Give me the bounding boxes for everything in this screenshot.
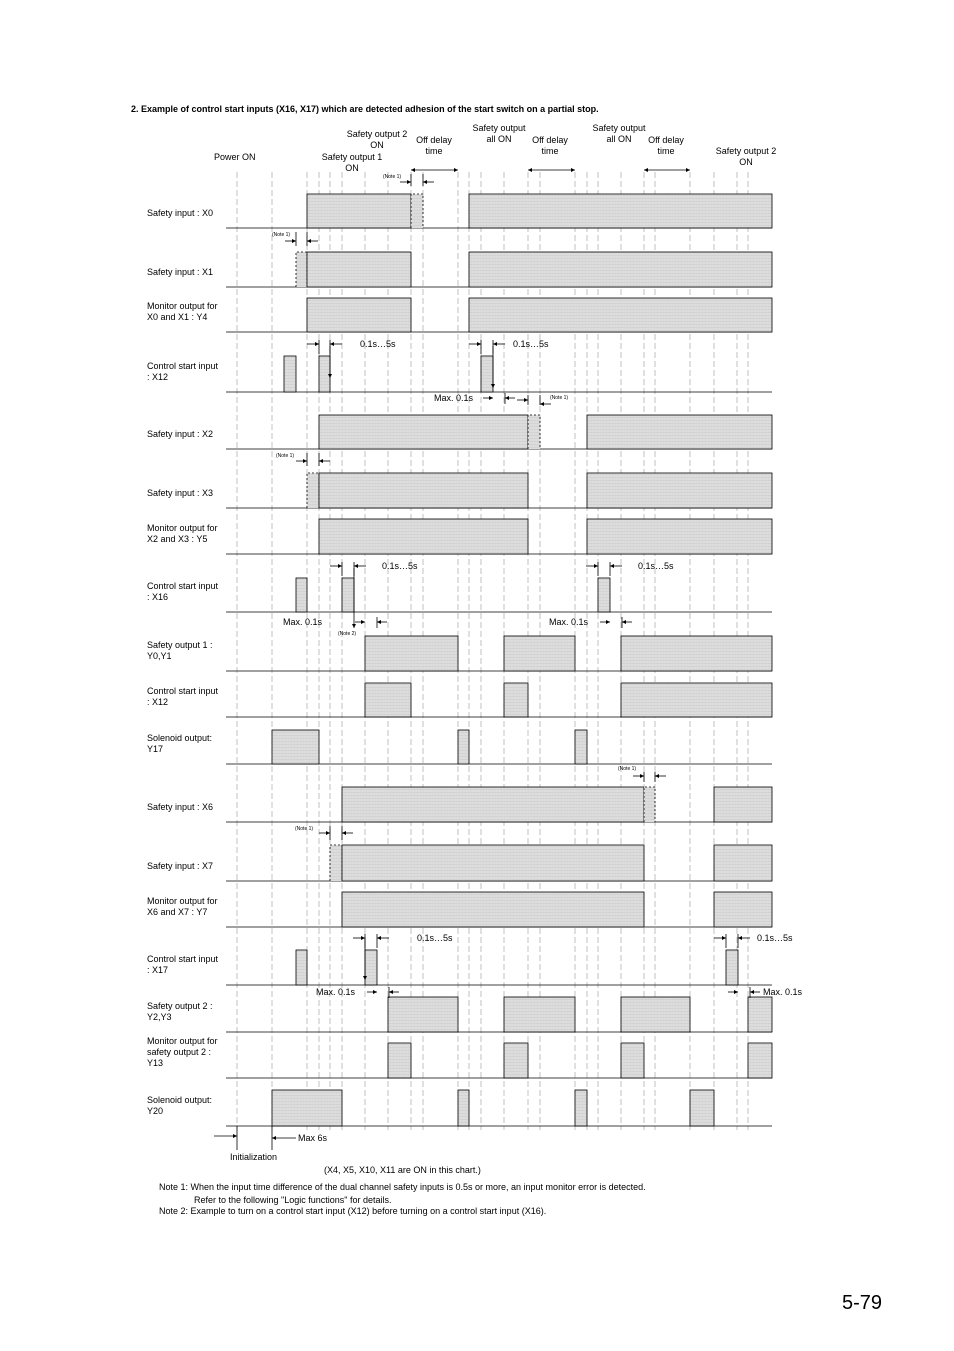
signal-label: : X12 xyxy=(147,372,169,382)
range-label: 0.1s…5s xyxy=(360,339,396,349)
note1-label: (Note 1) xyxy=(383,174,402,180)
signal-pulse xyxy=(748,1043,772,1078)
signal-label: Safety input : X1 xyxy=(147,267,214,277)
signal-row xyxy=(147,1036,772,1078)
signal-row xyxy=(147,683,772,717)
heading: 2. Example of control start inputs (X16, X17) which are detected adhesion of the start switch on a partial stop. xyxy=(131,104,599,114)
footer-note2: Note 2: Example to turn on a control start input (X12) before turning on a control start input (X16). xyxy=(159,1206,547,1216)
signal-pulse xyxy=(307,298,411,332)
signal-pulse xyxy=(481,356,493,392)
signal-pulse xyxy=(284,356,296,392)
max6-label: Max 6s xyxy=(298,1133,328,1143)
signal-pulse xyxy=(575,1090,587,1126)
signal-label: Control start input xyxy=(147,954,219,964)
signal-pulse xyxy=(714,787,772,822)
signal-pulse-lead xyxy=(528,415,540,449)
signal-pulse xyxy=(714,845,772,881)
signal-label: X6 and X7 : Y7 xyxy=(147,907,208,917)
max-label: Max. 0.1s xyxy=(549,617,589,627)
signal-pulse xyxy=(748,997,772,1032)
label-so-all-on-2: Safety output all ON xyxy=(592,123,646,144)
signal-pulse xyxy=(621,1043,644,1078)
signal-label: : X16 xyxy=(147,592,169,602)
signal-pulse xyxy=(319,473,528,508)
signal-pulse xyxy=(272,730,319,764)
footer-on-note: (X4, X5, X10, X11 are ON in this chart.) xyxy=(324,1165,481,1175)
signal-label: Safety input : X0 xyxy=(147,208,214,218)
signal-pulse xyxy=(296,578,307,612)
range-label: 0.1s…5s xyxy=(513,339,549,349)
signal-row xyxy=(147,356,772,392)
signal-pulse xyxy=(319,519,528,554)
signal-row xyxy=(147,415,772,449)
signal-label: Control start input xyxy=(147,686,219,696)
signal-label: Solenoid output: xyxy=(147,1095,213,1105)
signal-label: Safety input : X3 xyxy=(147,488,214,498)
range-label: 0.1s…5s xyxy=(382,561,418,571)
signal-pulse xyxy=(458,1090,469,1126)
signal-row xyxy=(147,1090,772,1126)
signal-pulse xyxy=(365,683,411,717)
label-power-on: Power ON xyxy=(214,152,256,162)
note1-label: (Note 1) xyxy=(272,232,291,238)
signal-label: Safety output 1 : xyxy=(147,640,213,650)
signal-label: : X17 xyxy=(147,965,169,975)
signal-pulse xyxy=(504,1043,528,1078)
signal-pulse xyxy=(458,730,469,764)
signal-pulse xyxy=(621,683,772,717)
signal-row xyxy=(147,519,772,554)
note2-label: (Note 2) xyxy=(338,631,357,637)
label-so2-on-end: Safety output 2 ON xyxy=(715,146,777,167)
signal-pulse xyxy=(365,950,377,985)
signal-row xyxy=(147,787,772,822)
signal-pulse xyxy=(575,730,587,764)
signal-pulse xyxy=(469,298,772,332)
signal-label: Safety input : X6 xyxy=(147,802,214,812)
signal-pulse-lead xyxy=(644,787,655,822)
signal-row xyxy=(147,950,772,985)
signal-label: Y0,Y1 xyxy=(147,651,172,661)
signal-label: Monitor output for xyxy=(147,896,218,906)
signal-label: Y13 xyxy=(147,1058,164,1068)
footer-note1-line1: Note 1: When the input time difference of the dual channel safety inputs is 0.5s or more, an input monitor error is detected. xyxy=(159,1182,646,1192)
signal-label: Monitor output for xyxy=(147,301,218,311)
label-so1-on: Safety output 1 ON xyxy=(321,152,383,173)
signal-pulse xyxy=(365,636,458,671)
signal-pulse xyxy=(598,578,610,612)
signal-row xyxy=(147,636,772,671)
signal-pulse xyxy=(296,950,307,985)
label-off-delay-3: Off delay time xyxy=(648,135,684,156)
signal-row xyxy=(147,298,772,332)
signal-pulse xyxy=(342,787,644,822)
signal-pulse xyxy=(307,194,411,228)
signal-pulse xyxy=(504,997,575,1032)
signal-label: Safety input : X7 xyxy=(147,861,214,871)
signal-pulse xyxy=(587,519,772,554)
signal-pulse xyxy=(504,683,528,717)
signal-pulse xyxy=(388,997,458,1032)
init-label: Initialization xyxy=(230,1152,278,1162)
signal-label: X0 and X1 : Y4 xyxy=(147,312,208,322)
signal-row xyxy=(147,845,772,881)
label-off-delay-2: Off delay time xyxy=(532,135,568,156)
signal-pulse-lead xyxy=(307,473,319,508)
signal-row xyxy=(147,892,772,927)
signal-pulse xyxy=(587,473,772,508)
max-label: Max. 0.1s xyxy=(283,617,323,627)
signal-pulse xyxy=(342,892,644,927)
signal-label: Y17 xyxy=(147,744,164,754)
signal-label: safety output 2 : xyxy=(147,1047,212,1057)
note1-label: (Note 1) xyxy=(618,766,637,772)
signal-row xyxy=(147,997,772,1032)
signal-pulse xyxy=(272,1090,342,1126)
signal-pulse xyxy=(319,415,528,449)
note1-label: (Note 1) xyxy=(550,395,569,401)
signal-label: : X12 xyxy=(147,697,169,707)
signal-row xyxy=(147,252,772,287)
signal-pulse xyxy=(307,252,411,287)
signal-pulse-lead xyxy=(296,252,307,287)
signal-pulse xyxy=(469,194,772,228)
signal-label: Control start input xyxy=(147,581,219,591)
note1-label: (Note 1) xyxy=(295,826,314,832)
max-label: Max. 0.1s xyxy=(434,393,474,403)
range-label: 0.1s…5s xyxy=(417,933,453,943)
label-so-all-on-1: Safety output all ON xyxy=(472,123,526,144)
note1-label: (Note 1) xyxy=(276,453,295,459)
signal-label: Safety output 2 : xyxy=(147,1001,213,1011)
signal-pulse xyxy=(587,415,772,449)
signal-label: Safety input : X2 xyxy=(147,429,214,439)
signal-pulse xyxy=(469,252,772,287)
signal-label: Control start input xyxy=(147,361,219,371)
signal-row xyxy=(147,194,772,228)
signal-pulse xyxy=(342,845,644,881)
signal-label: X2 and X3 : Y5 xyxy=(147,534,208,544)
range-label: 0.1s…5s xyxy=(757,933,793,943)
footer-note1-line2: Refer to the following "Logic functions" for details. xyxy=(194,1195,392,1205)
signal-label: Monitor output for xyxy=(147,1036,218,1046)
signal-pulse xyxy=(319,356,330,392)
signal-pulse xyxy=(621,636,772,671)
signal-pulse-lead xyxy=(411,194,423,228)
page-number: 5-79 xyxy=(842,1292,883,1314)
signal-pulse xyxy=(690,1090,714,1126)
signal-pulse-lead xyxy=(330,845,342,881)
range-label: 0.1s…5s xyxy=(638,561,674,571)
signal-pulse xyxy=(504,636,575,671)
label-off-delay-1: Off delay time xyxy=(416,135,452,156)
signal-row xyxy=(147,730,772,764)
signal-pulse xyxy=(621,997,690,1032)
signal-pulse xyxy=(388,1043,411,1078)
signal-row xyxy=(147,578,772,612)
signal-label: Y2,Y3 xyxy=(147,1012,172,1022)
label-so2-on: Safety output 2 ON xyxy=(346,129,408,150)
signal-label: Y20 xyxy=(147,1106,164,1116)
signal-row xyxy=(147,473,772,508)
max-label: Max. 0.1s xyxy=(763,987,803,997)
signal-label: Monitor output for xyxy=(147,523,218,533)
signal-pulse xyxy=(342,578,354,612)
signal-label: Solenoid output: xyxy=(147,733,213,743)
signal-pulse xyxy=(726,950,738,985)
signal-pulse xyxy=(714,892,772,927)
max-label: Max. 0.1s xyxy=(316,987,356,997)
